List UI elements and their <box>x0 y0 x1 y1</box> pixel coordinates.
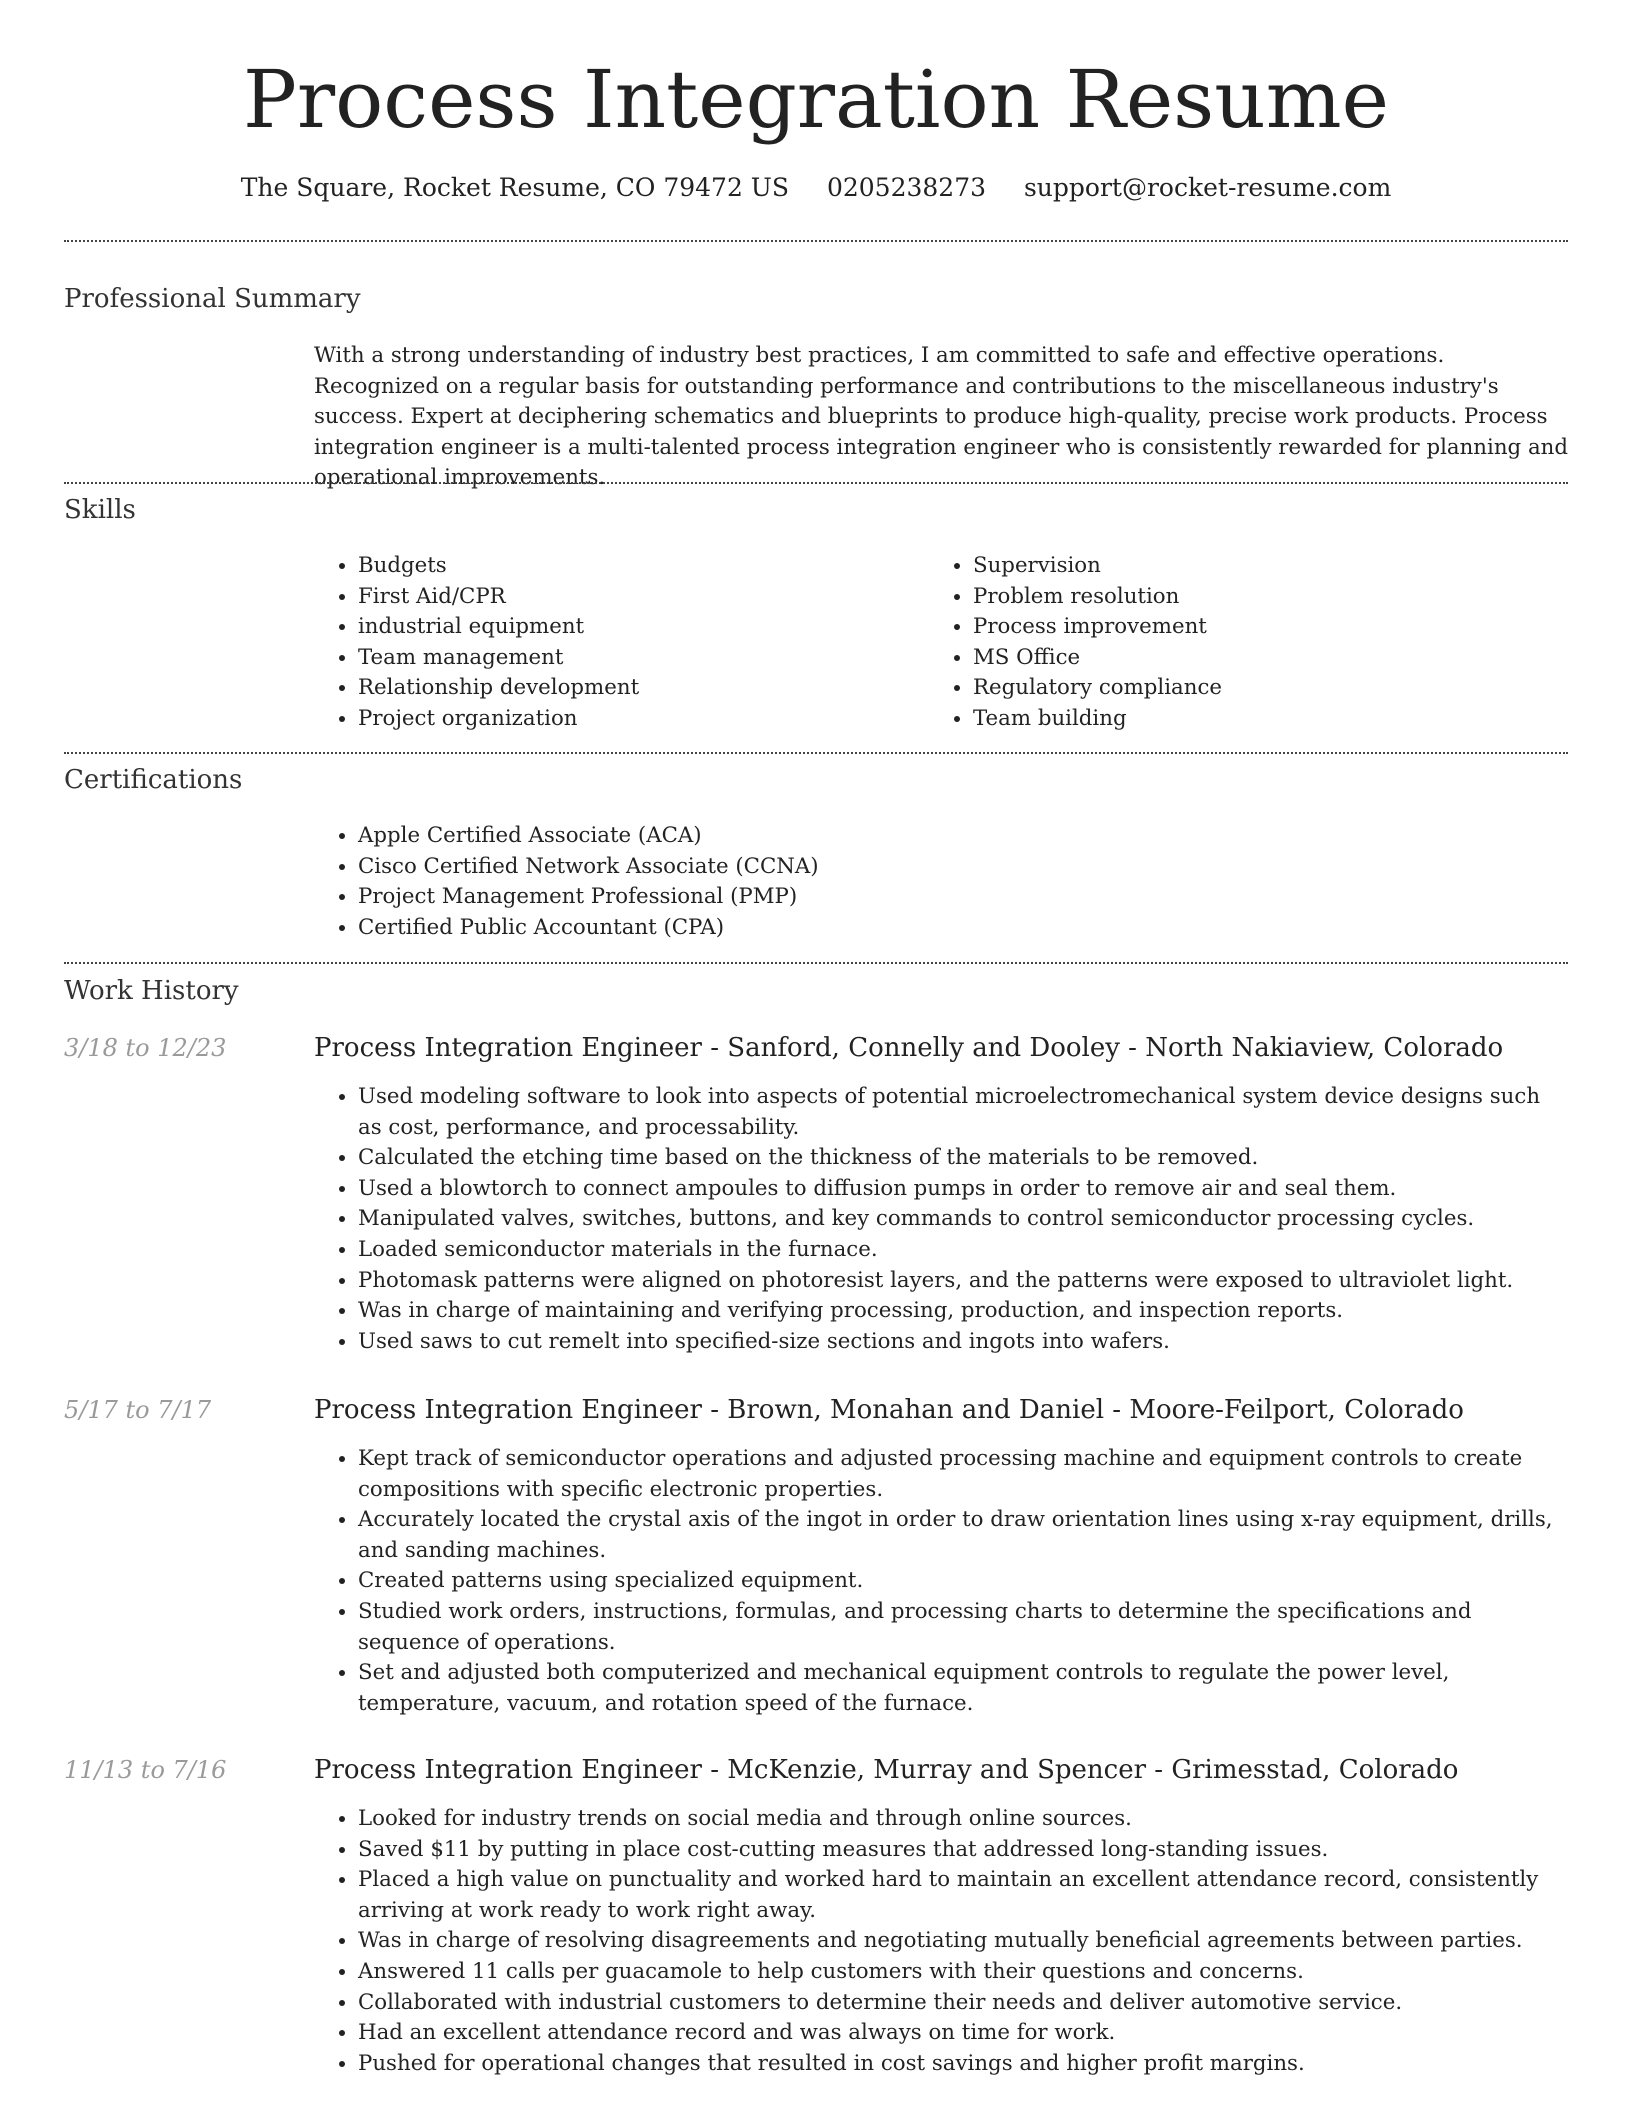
job-bullets <box>314 1804 1568 2079</box>
header-divider <box>64 240 1568 242</box>
job-title: Process Integration Engineer - Sanford, Connelly and Dooley - North Nakiaview, Colorado <box>314 1033 1504 1063</box>
job-date: 3/18 to 12/23 <box>64 1034 227 1062</box>
section-title-summary: Professional Summary <box>64 284 361 314</box>
job-bullet: • Kept track of semiconductor operations and adjusted processing machine and equipment controls to create compositions with specific electronic properties. <box>358 1444 1568 1505</box>
contact-email: support@rocket-resume.com <box>1023 173 1392 202</box>
job-bullet: • Had an excellent attendance record and was always on time for work. <box>358 2018 1568 2049</box>
resume-title: Process Integration Resume <box>243 53 1389 146</box>
certifications-divider <box>64 962 1568 964</box>
skill-item: • Process improvement <box>973 612 1529 643</box>
skill-item: • Supervision <box>973 551 1529 582</box>
job-date: 5/17 to 7/17 <box>64 1396 212 1424</box>
certifications-list <box>314 821 1568 943</box>
job-bullet: • Studied work orders, instructions, formulas, and processing charts to determine the specifications and sequence of operations. <box>358 1597 1568 1658</box>
certification-item: • Cisco Certified Network Associate (CCNA) <box>358 852 1568 883</box>
job-bullet: • Collaborated with industrial customers to determine their needs and deliver automotive service. <box>358 1988 1568 2019</box>
skills-right-column <box>929 551 1529 735</box>
job-bullet: • Loaded semiconductor materials in the furnace. <box>358 1235 1568 1266</box>
job-bullet: • Was in charge of resolving disagreements and negotiating mutually beneficial agreements between parties. <box>358 1926 1568 1957</box>
job-bullet: • Saved $11 by putting in place cost-cutting measures that addressed long-standing issues. <box>358 1835 1568 1866</box>
job-bullets <box>314 1082 1568 1357</box>
job-bullet: • Manipulated valves, switches, buttons, and key commands to control semiconductor processing cycles. <box>358 1204 1568 1235</box>
job-bullet: • Created patterns using specialized equipment. <box>358 1566 1568 1597</box>
job-bullet: • Used a blowtorch to connect ampoules to diffusion pumps in order to remove air and seal them. <box>358 1174 1568 1205</box>
resume-header <box>0 0 1632 204</box>
skill-item: • Team management <box>358 643 914 674</box>
job-bullet: • Looked for industry trends on social media and through online sources. <box>358 1804 1568 1835</box>
job-date: 11/13 to 7/16 <box>64 1756 227 1784</box>
skill-item: • Project organization <box>358 704 914 735</box>
job-bullet: • Calculated the etching time based on the thickness of the materials to be removed. <box>358 1143 1568 1174</box>
job-title: Process Integration Engineer - McKenzie, Murray and Spencer - Grimesstad, Colorado <box>314 1755 1459 1785</box>
job-bullet: • Set and adjusted both computerized and mechanical equipment controls to regulate the power level, temperature, vacuum, and rotation speed of the furnace. <box>358 1658 1568 1719</box>
skill-item: • Team building <box>973 704 1529 735</box>
job-bullet: • Placed a high value on punctuality and worked hard to maintain an excellent attendance record, consistently arriving at work ready to work right away. <box>358 1865 1568 1926</box>
certification-item: • Apple Certified Associate (ACA) <box>358 821 1568 852</box>
job-bullet: • Was in charge of maintaining and verifying processing, production, and inspection reports. <box>358 1296 1568 1327</box>
skill-item: • Problem resolution <box>973 582 1529 613</box>
certification-item: • Certified Public Accountant (CPA) <box>358 913 1568 944</box>
contact-line <box>0 172 1632 204</box>
certification-item: • Project Management Professional (PMP) <box>358 882 1568 913</box>
skill-item: • First Aid/CPR <box>358 582 914 613</box>
job-bullets <box>314 1444 1568 1719</box>
skill-item: • Regulatory compliance <box>973 673 1529 704</box>
skill-item: • MS Office <box>973 643 1529 674</box>
job-bullet: • Used modeling software to look into aspects of potential microelectromechanical system device designs such as cost, performance, and processability. <box>358 1082 1568 1143</box>
job-bullet: • Accurately located the crystal axis of the ingot in order to draw orientation lines using x-ray equipment, drills, and sanding machines. <box>358 1505 1568 1566</box>
job-bullet: • Pushed for operational changes that resulted in cost savings and higher profit margins. <box>358 2049 1568 2080</box>
skills-left-column <box>314 551 914 735</box>
section-title-certifications: Certifications <box>64 765 243 795</box>
job-bullet: • Photomask patterns were aligned on photoresist layers, and the patterns were exposed to ultraviolet light. <box>358 1266 1568 1297</box>
job-bullet: • Used saws to cut remelt into specified-size sections and ingots into wafers. <box>358 1327 1568 1358</box>
job-title: Process Integration Engineer - Brown, Monahan and Daniel - Moore-Feilport, Colorado <box>314 1395 1464 1425</box>
job-bullet: • Answered 11 calls per guacamole to help customers with their questions and concerns. <box>358 1957 1568 1988</box>
summary-text: With a strong understanding of industry best practices, I am committed to safe and effective operations. Recognized on a regular basis for outstanding performance and contributions to the miscellaneous industry's success. Expert at deciphering schematics and blueprints to produce high-quality, precise work products. Process integration engineer is a multi-talented process integration engineer who is consistently rewarded for planning and operational improvements. <box>314 343 1568 490</box>
contact-address: The Square, Rocket Resume, CO 79472 US <box>240 173 789 202</box>
skill-item: • Budgets <box>358 551 914 582</box>
skill-item: • industrial equipment <box>358 612 914 643</box>
skills-divider <box>64 752 1568 754</box>
summary-divider <box>64 482 1568 484</box>
section-title-skills: Skills <box>64 495 136 525</box>
section-title-work-history: Work History <box>64 976 239 1006</box>
skill-item: • Relationship development <box>358 673 914 704</box>
contact-phone: 0205238273 <box>826 173 987 202</box>
